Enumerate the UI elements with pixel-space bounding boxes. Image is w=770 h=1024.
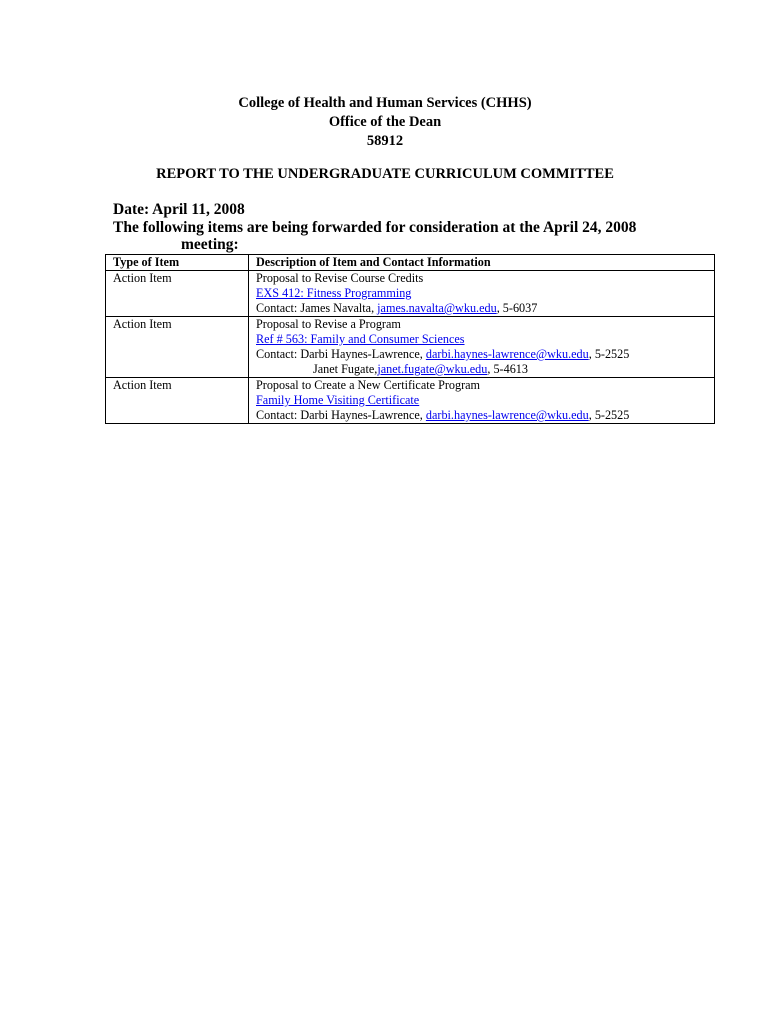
contact-email-link[interactable]: darbi.haynes-lawrence@wku.edu (425, 347, 589, 361)
intro-text (113, 219, 673, 253)
office-code: 58912 (366, 133, 404, 149)
report-date: Date: April 11, 2008 (113, 201, 245, 218)
description-text: Proposal to Revise a Program (256, 317, 401, 331)
description-text: Proposal to Create a New Certificate Program (256, 378, 481, 392)
report-title: REPORT TO THE UNDERGRADUATE CURRICULUM COMMITTEE (156, 166, 614, 182)
contact-line (256, 347, 708, 362)
contact-name: Contact: James Navalta, (256, 301, 378, 315)
table-header-row (106, 255, 715, 271)
item-description (249, 317, 715, 378)
contact-phone: , 5-2525 (588, 347, 630, 361)
description-text: Proposal to Revise Course Credits (256, 271, 424, 285)
contact-phone: , 5-6037 (496, 301, 538, 315)
item-link[interactable]: EXS 412: Fitness Programming (256, 286, 412, 300)
item-description (249, 378, 715, 424)
contact-phone: , 5-4613 (487, 362, 528, 376)
table-row (106, 378, 715, 424)
item-description (249, 271, 715, 317)
item-type: Action Item (106, 317, 249, 378)
contact-email-link[interactable]: darbi.haynes-lawrence@wku.edu (425, 408, 589, 422)
contact-email-link[interactable]: janet.fugate@wku.edu (377, 362, 488, 376)
item-link[interactable]: Family Home Visiting Certificate (256, 393, 420, 407)
contact-name: Contact: Darbi Haynes-Lawrence, (256, 408, 426, 422)
items-table (105, 254, 715, 424)
column-header-description: Description of Item and Contact Information (249, 255, 715, 271)
office-name: Office of the Dean (328, 114, 442, 130)
college-name: College of Health and Human Services (CHHS) (238, 95, 532, 111)
intro-line-2: meeting: (181, 236, 239, 253)
contact-email-link[interactable]: james.navalta@wku.edu (377, 301, 497, 315)
table-row (106, 271, 715, 317)
column-header-type: Type of Item (106, 255, 249, 271)
contact-line (256, 301, 708, 316)
item-type: Action Item (106, 378, 249, 424)
item-type: Action Item (106, 271, 249, 317)
item-link[interactable]: Ref # 563: Family and Consumer Sciences (256, 332, 465, 346)
contact-phone: , 5-2525 (588, 408, 630, 422)
table-row (106, 317, 715, 378)
document-header (0, 94, 770, 151)
contact-name: Contact: Darbi Haynes-Lawrence, (256, 347, 426, 361)
contact-line (256, 362, 708, 377)
contact-name: Janet Fugate, (313, 362, 378, 376)
contact-line (256, 408, 708, 423)
intro-line-1: The following items are being forwarded for consideration at the April 24, 2008 (113, 219, 637, 236)
